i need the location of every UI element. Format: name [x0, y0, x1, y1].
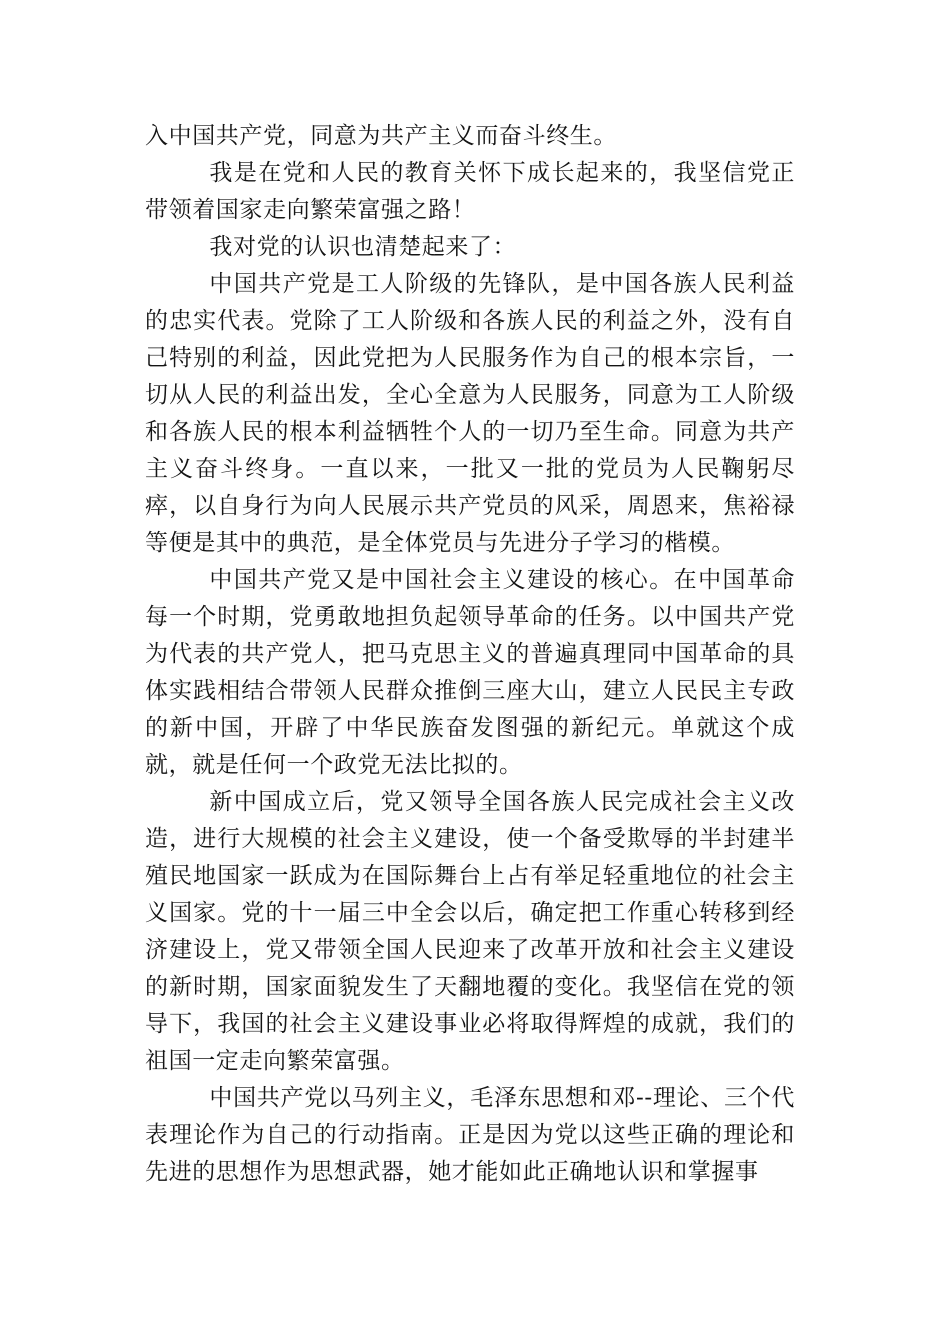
document-body	[145, 118, 795, 1191]
paragraph-7: 中国共产党以马列主义，毛泽东思想和邓--理论、三个代表理论作为自己的行动指南。正是因为党以这些正确的理论和先进的思想作为思想武器，她才能如此正确地认识和掌握事	[145, 1085, 795, 1185]
paragraph-6: 新中国成立后，党又领导全国各族人民完成社会主义改造，进行大规模的社会主义建设，使一个备受欺辱的半封建半殖民地国家一跃成为在国际舞台上占有举足轻重地位的社会主义国家。党的十一届三中全会以后，确定把工作重心转移到经济建设上，党又带领全国人民迎来了改革开放和社会主义建设的新时期，国家面貌发生了天翻地覆的变化。我坚信在党的领导下，我国的社会主义建设事业必将取得辉煌的成就，我们的祖国一定走向繁荣富强。	[145, 789, 795, 1074]
paragraph-1: 入中国共产党，同意为共产主义而奋斗终生。	[145, 123, 617, 149]
paragraph-4: 中国共产党是工人阶级的先锋队，是中国各族人民利益的忠实代表。党除了工人阶级和各族人民的利益之外，没有自己特别的利益，因此党把为人民服务作为自己的根本宗旨，一切从人民的利益出发，全心全意为人民服务，同意为工人阶级和各族人民的根本利益牺牲个人的一切乃至生命。同意为共产主义奋斗终身。一直以来，一批又一批的党员为人民鞠躬尽瘁，以自身行为向人民展示共产党员的风采，周恩来，焦裕禄等便是其中的典范，是全体党员与先进分子学习的楷模。	[145, 271, 795, 556]
paragraph-2: 我是在党和人民的教育关怀下成长起来的，我坚信党正带领着国家走向繁荣富强之路！	[145, 160, 795, 223]
paragraph-5: 中国共产党又是中国社会主义建设的核心。在中国革命每一个时期，党勇敢地担负起领导革命的任务。以中国共产党为代表的共产党人，把马克思主义的普遍真理同中国革命的具体实践相结合带领人民群众推倒三座大山，建立人民民主专政的新中国，开辟了中华民族奋发图强的新纪元。单就这个成就，就是任何一个政党无法比拟的。	[145, 567, 795, 778]
paragraph-3: 我对党的认识也清楚起来了：	[209, 234, 517, 260]
